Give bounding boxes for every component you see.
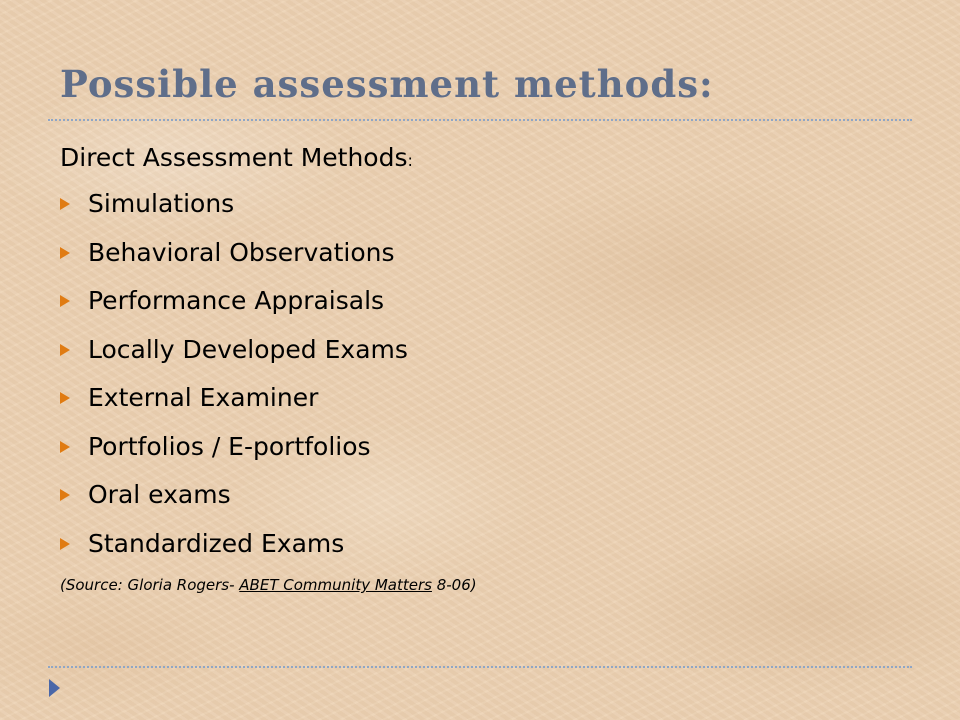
method-item: [60, 374, 910, 423]
source-publication: ABET Community Matters: [239, 576, 432, 594]
intro-text: Direct Assessment Methods: [60, 143, 408, 172]
method-label: Portfolios / E-portfolios: [88, 431, 371, 461]
source-prefix: (Source: Gloria Rogers-: [60, 576, 240, 594]
intro-heading: [60, 136, 910, 180]
method-item: [60, 520, 910, 569]
method-item: [60, 229, 910, 278]
method-label: Simulations: [88, 189, 235, 218]
title-divider: [48, 119, 912, 121]
footer-divider: [48, 666, 912, 668]
method-label: Standardized Exams: [88, 528, 345, 558]
method-label: Performance Appraisals: [88, 286, 385, 315]
source-suffix: 8-06): [431, 576, 477, 594]
method-item: [60, 423, 910, 472]
bullet-icon: [60, 489, 70, 501]
bullet-icon: [60, 538, 70, 550]
bullet-icon: [60, 392, 70, 404]
method-label: Oral exams: [88, 480, 231, 509]
method-label: External Examiner: [88, 383, 319, 412]
bullet-icon: [60, 441, 70, 453]
method-item: [60, 471, 910, 520]
method-item: [60, 180, 910, 229]
method-item: [60, 326, 910, 375]
slide-title: Possible assessment methods:: [60, 62, 714, 106]
bullet-icon: [60, 344, 70, 356]
bullet-icon: [60, 198, 70, 210]
method-label: Locally Developed Exams: [88, 334, 408, 364]
method-label: Behavioral Observations: [88, 237, 395, 267]
methods-list: [60, 180, 910, 568]
method-item: [60, 277, 910, 326]
bullet-icon: [60, 295, 70, 307]
slide-body: [60, 136, 910, 594]
source-citation: [60, 576, 910, 594]
next-slide-arrow-icon[interactable]: [49, 679, 60, 697]
bullet-icon: [60, 247, 70, 259]
intro-colon: :: [407, 151, 413, 170]
